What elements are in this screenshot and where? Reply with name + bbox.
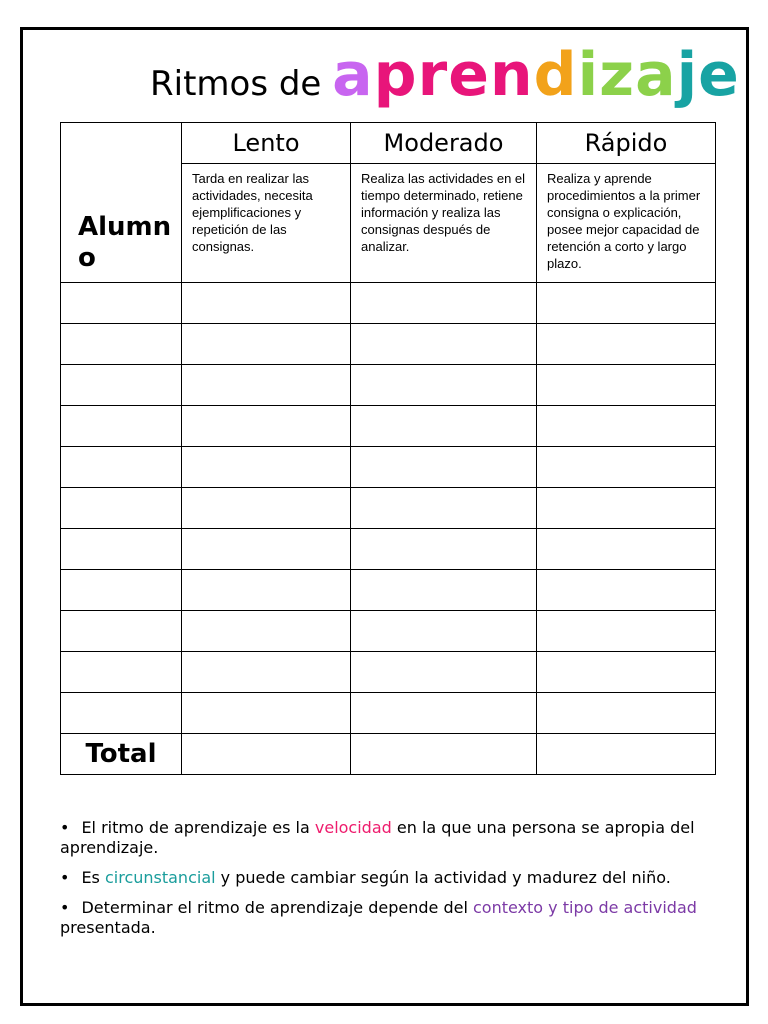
column-header-lento: Lento xyxy=(182,123,351,164)
note-item xyxy=(60,818,715,858)
description-lento: Tarda en realizar las actividades, necesita ejemplificaciones y repetición de las consignas. xyxy=(182,164,351,283)
notes-list xyxy=(60,818,715,948)
title-letter: i xyxy=(577,40,600,110)
title-letter: z xyxy=(599,40,636,110)
title-highlight-word xyxy=(332,40,740,110)
student-header: Alumn o xyxy=(61,123,182,283)
table-row xyxy=(61,611,716,652)
moderado-cell[interactable] xyxy=(351,693,537,734)
rapido-cell[interactable] xyxy=(537,283,716,324)
total-cell-moderado[interactable] xyxy=(351,734,537,775)
note-text: Determinar el ritmo de aprendizaje depende del xyxy=(81,898,473,917)
student-name-cell[interactable] xyxy=(61,447,182,488)
student-name-cell[interactable] xyxy=(61,529,182,570)
rapido-cell[interactable] xyxy=(537,652,716,693)
moderado-cell[interactable] xyxy=(351,365,537,406)
lento-cell[interactable] xyxy=(182,652,351,693)
moderado-cell[interactable] xyxy=(351,529,537,570)
table-row xyxy=(61,324,716,365)
column-header-rapido: Rápido xyxy=(537,123,716,164)
rapido-cell[interactable] xyxy=(537,570,716,611)
table-row xyxy=(61,283,716,324)
student-name-cell[interactable] xyxy=(61,324,182,365)
note-text: y puede cambiar según la actividad y madurez del niño. xyxy=(215,868,671,887)
rapido-cell[interactable] xyxy=(537,365,716,406)
rapido-cell[interactable] xyxy=(537,406,716,447)
table-row xyxy=(61,488,716,529)
student-name-cell[interactable] xyxy=(61,365,182,406)
table-row xyxy=(61,365,716,406)
title-letter: d xyxy=(533,40,578,110)
column-header-moderado: Moderado xyxy=(351,123,537,164)
lento-cell[interactable] xyxy=(182,570,351,611)
title-letter: e xyxy=(698,40,740,110)
table-row xyxy=(61,529,716,570)
rapido-cell[interactable] xyxy=(537,488,716,529)
title-letter: n xyxy=(489,40,534,110)
rapido-cell[interactable] xyxy=(537,324,716,365)
lento-cell[interactable] xyxy=(182,611,351,652)
rapido-cell[interactable] xyxy=(537,447,716,488)
student-name-cell[interactable] xyxy=(61,611,182,652)
moderado-cell[interactable] xyxy=(351,283,537,324)
student-name-cell[interactable] xyxy=(61,406,182,447)
note-text: presentada. xyxy=(60,918,156,937)
rhythm-table xyxy=(60,122,716,775)
total-row xyxy=(61,734,716,775)
bullet-icon: • xyxy=(60,868,70,887)
title-letter: p xyxy=(373,40,418,110)
bullet-icon: • xyxy=(60,898,70,917)
lento-cell[interactable] xyxy=(182,529,351,570)
student-name-cell[interactable] xyxy=(61,283,182,324)
note-item xyxy=(60,868,715,888)
note-text: Es xyxy=(81,868,105,887)
student-name-cell[interactable] xyxy=(61,570,182,611)
title-letter: j xyxy=(676,40,699,110)
total-label: Total xyxy=(61,734,182,775)
note-item xyxy=(60,898,715,938)
bullet-icon: • xyxy=(60,818,70,837)
student-name-cell[interactable] xyxy=(61,652,182,693)
lento-cell[interactable] xyxy=(182,324,351,365)
description-moderado: Realiza las actividades en el tiempo determinado, retiene información y realiza las consignas después de analizar. xyxy=(351,164,537,283)
moderado-cell[interactable] xyxy=(351,447,537,488)
moderado-cell[interactable] xyxy=(351,611,537,652)
title-prefix: Ritmos de xyxy=(150,64,333,104)
note-highlight: velocidad xyxy=(314,818,392,837)
student-name-cell[interactable] xyxy=(61,693,182,734)
title-letter: a xyxy=(635,40,677,110)
rapido-cell[interactable] xyxy=(537,611,716,652)
lento-cell[interactable] xyxy=(182,488,351,529)
rapido-cell[interactable] xyxy=(537,693,716,734)
table-row xyxy=(61,693,716,734)
title-letter: a xyxy=(332,40,374,110)
note-text: El ritmo de aprendizaje es la xyxy=(81,818,315,837)
total-cell-lento[interactable] xyxy=(182,734,351,775)
note-text: en la que una persona se apropia del aprendizaje. xyxy=(60,818,695,857)
moderado-cell[interactable] xyxy=(351,406,537,447)
student-name-cell[interactable] xyxy=(61,488,182,529)
lento-cell[interactable] xyxy=(182,447,351,488)
rapido-cell[interactable] xyxy=(537,529,716,570)
lento-cell[interactable] xyxy=(182,406,351,447)
table-row xyxy=(61,447,716,488)
table-row xyxy=(61,570,716,611)
moderado-cell[interactable] xyxy=(351,324,537,365)
title-letter: e xyxy=(448,40,490,110)
page-title xyxy=(150,40,740,110)
moderado-cell[interactable] xyxy=(351,652,537,693)
lento-cell[interactable] xyxy=(182,365,351,406)
total-cell-rapido[interactable] xyxy=(537,734,716,775)
note-highlight: contexto y tipo de actividad xyxy=(472,898,697,917)
table-row xyxy=(61,406,716,447)
lento-cell[interactable] xyxy=(182,693,351,734)
table-row xyxy=(61,652,716,693)
moderado-cell[interactable] xyxy=(351,488,537,529)
lento-cell[interactable] xyxy=(182,283,351,324)
title-letter: r xyxy=(417,40,449,110)
moderado-cell[interactable] xyxy=(351,570,537,611)
note-highlight: circunstancial xyxy=(104,868,216,887)
description-rapido: Realiza y aprende procedimientos a la primer consigna o explicación, posee mejor capacidad de retención a corto y largo plazo. xyxy=(537,164,716,283)
